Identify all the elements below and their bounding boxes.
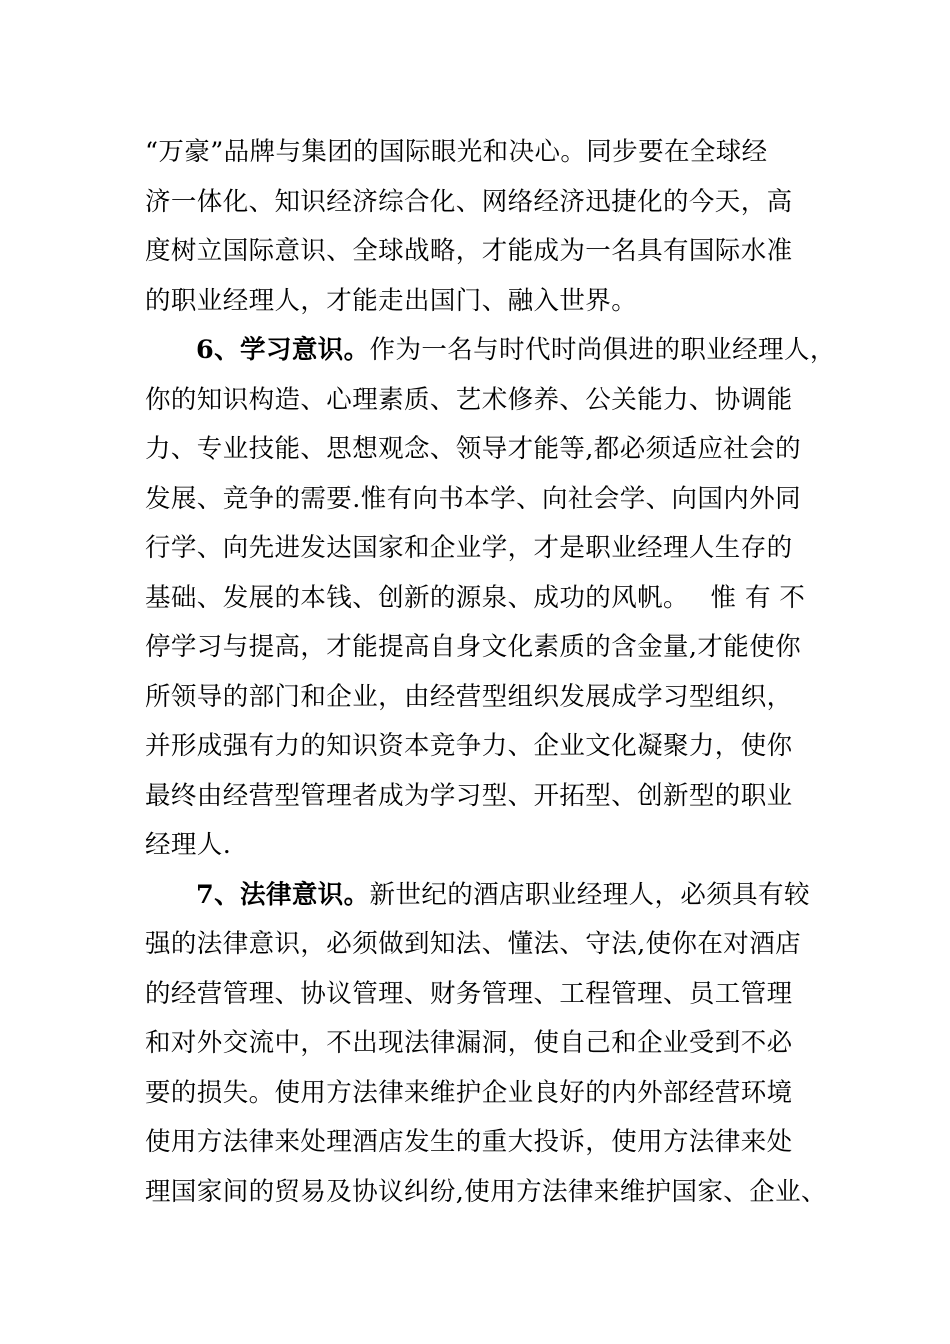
paragraph-2-line-10: 最终由经营型管理者成为学习型、开拓型、创新型的职业 [145, 780, 793, 811]
paragraph-1-line-4: 的职业经理人，才能走出国门、融入世界。 [145, 285, 638, 316]
document-body [145, 128, 835, 1217]
section-heading-law: 7、法律意识。 [196, 879, 370, 910]
paragraph-1-line-3: 度树立国际意识、全球战略，才能成为一名具有国际水准 [145, 236, 793, 266]
paragraph-3-line-5: 要的损失。使用方法律来维护企业良好的内外部经营环境 [145, 1077, 793, 1108]
paragraph-3-first-line-text: 新世纪的酒店职业经理人，必须具有较 [369, 879, 810, 910]
paragraph-1-line-2: 济一体化、知识经济综合化、网络经济迅捷化的今天，高 [145, 186, 793, 217]
paragraph-2-line-9: 并形成强有力的知识资本竞争力、企业文化凝聚力，使你 [145, 731, 793, 761]
paragraph-3-line-3: 的经营管理、协议管理、财务管理、工程管理、员工管理 [145, 978, 793, 1009]
paragraph-3-line-7: 理国家间的贸易及协议纠纷,使用方法律来维护国家、企业、 [145, 1176, 827, 1207]
paragraph-3-line-4: 和对外交流中，不出现法律漏洞，使自己和企业受到不必 [145, 1028, 793, 1058]
paragraph-2-first-line-text: 作为一名与时代时尚俱进的职业经理人， [369, 335, 836, 365]
paragraph-2-line-2: 你的知识构造、心理素质、艺术修养、公关能力、协调能 [145, 384, 793, 415]
section-heading-learning: 6、学习意识。 [196, 335, 370, 365]
paragraph-2-line-8: 所领导的部门和企业，由经营型组织发展成学习型组织， [145, 681, 793, 712]
paragraph-2-line-1 [145, 326, 835, 376]
paragraph-2-line-3: 力、专业技能、思想观念、领导才能等,都必须适应社会的 [145, 434, 802, 464]
paragraph-3-line-1 [145, 871, 835, 921]
paragraph-3-line-6: 使用方法律来处理酒店发生的重大投诉，使用方法律来处 [145, 1127, 793, 1157]
paragraph-1-line-1: “万豪”品牌与集团的国际眼光和决心。同步要在全球经 [145, 137, 768, 167]
paragraph-2-line-11: 经理人. [145, 830, 232, 860]
paragraph-2-line-5: 行学、向先进发达国家和企业学，才是职业经理人生存的 [145, 533, 793, 563]
paragraph-2-line-4: 发展、竞争的需要.惟有向书本学、向社会学、向国内外同 [145, 483, 802, 514]
paragraph-3-line-2: 强的法律意识，必须做到知法、懂法、守法,使你在对酒店 [145, 929, 802, 959]
paragraph-2-line-7: 停学习与提高，才能提高自身文化素质的含金量,才能使你 [145, 632, 802, 662]
paragraph-2-line-6: 基础、发展的本钱、创新的源泉、成功的风帆。 惟 有 不 [145, 582, 806, 613]
